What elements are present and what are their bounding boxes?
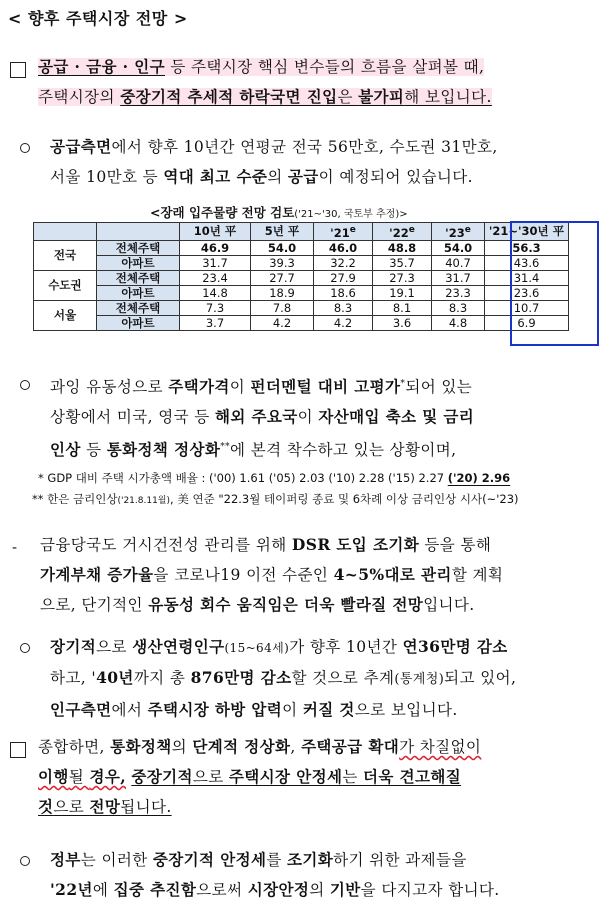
value-cell: 43.6 xyxy=(485,255,569,270)
p6-text: 가 차질없이 xyxy=(399,738,482,756)
p5-note: (통계청) xyxy=(394,672,445,687)
value-cell: 39.3 xyxy=(251,255,314,270)
value-cell: 35.7 xyxy=(373,255,432,270)
p7-emphasis: 중장기적 안정세 xyxy=(152,850,267,869)
value-cell: 54.0 xyxy=(432,240,485,255)
p6-emphasis: 주택공급 확대 xyxy=(301,737,400,756)
p6-emphasis: 통화정책 xyxy=(110,737,172,756)
p3-text: 등 xyxy=(80,441,107,460)
value-cell: 27.3 xyxy=(373,270,432,285)
p3-emphasis: 자산매입 축소 및 금리 xyxy=(318,407,475,427)
table-row xyxy=(34,270,569,285)
p4-text: 입니다. xyxy=(423,596,475,614)
table-row xyxy=(34,315,569,330)
footnote-2 xyxy=(32,491,519,507)
footnote-1-emphasis: ('20) 2.96 xyxy=(447,471,511,485)
value-cell: 4.2 xyxy=(251,315,314,330)
type-cell: 아파트 xyxy=(97,285,180,300)
paragraph-6 xyxy=(38,732,608,822)
p6-emphasis: 더욱 견고해질 xyxy=(363,767,462,786)
p5-text: 할 것으로 추계 xyxy=(291,669,395,687)
table-title xyxy=(150,203,408,221)
p5-emphasis: 연36만명 감소 xyxy=(402,637,508,656)
p5-text: 으로 xyxy=(96,638,133,656)
value-cell: 4.8 xyxy=(432,315,485,330)
p3-text: 이 xyxy=(229,378,251,397)
p5-text: 하고, ' xyxy=(50,669,97,687)
p5-text: 으로 보입니다. xyxy=(354,701,458,719)
paragraph-4 xyxy=(40,530,605,620)
circle-bullet-icon xyxy=(20,856,30,866)
value-cell: 14.8 xyxy=(180,285,251,300)
header-cell: '23e xyxy=(432,223,485,241)
p1-text: 주택시장의 xyxy=(38,88,121,106)
p3-text: 상황에서 미국, 영국 등 xyxy=(50,408,215,427)
p5-text: 에서 xyxy=(111,701,148,719)
p6-text: 으로 xyxy=(53,798,90,816)
region-cell: 전국 xyxy=(34,240,97,270)
footnote-1-text: * GDP 대비 주택 시가총액 배율 : ('00) 1.61 ('05) 2.03 ('10) 2.28 ('15) 2.27 xyxy=(38,471,448,485)
p3-emphasis: 해외 주요국 xyxy=(215,407,298,427)
p7-emphasis: 집중 추진함 xyxy=(113,880,197,899)
table-header-row xyxy=(34,223,569,241)
value-cell: 23.6 xyxy=(485,285,569,300)
supply-forecast-table xyxy=(33,222,569,331)
value-cell: 23.3 xyxy=(432,285,485,300)
value-cell: 18.6 xyxy=(314,285,373,300)
p6-emphasis: 전망 xyxy=(89,797,121,816)
p6-emphasis: 이행 xyxy=(38,767,69,786)
p2-emphasis: 역대 최고 수준 xyxy=(163,167,268,186)
p6-emphasis: 주택시장 안정세 xyxy=(228,767,343,786)
p3-text: 에 본격 착수하고 있는 상황이며, xyxy=(230,441,457,460)
p1-emphasis: 중장기적 추세적 하락국면 진입 xyxy=(120,87,338,106)
p5-note: (15~64세) xyxy=(224,641,290,655)
value-cell: 6.9 xyxy=(485,315,569,330)
p1-key-vars: 공급 · 금융 · 인구 xyxy=(38,57,166,76)
value-cell: 8.3 xyxy=(432,300,485,315)
region-cell: 수도권 xyxy=(34,270,97,300)
value-cell: 27.9 xyxy=(314,270,373,285)
value-cell: 40.7 xyxy=(432,255,485,270)
p5-emphasis: 주택시장 하방 압력 xyxy=(147,700,283,719)
p6-emphasis: 단계적 정상화 xyxy=(192,737,291,756)
p7-emphasis: 기반 xyxy=(329,880,361,899)
value-cell: 31.4 xyxy=(485,270,569,285)
circle-bullet-icon xyxy=(20,143,30,153)
value-cell: 4.2 xyxy=(314,315,373,330)
value-cell: 56.3 xyxy=(485,240,569,255)
p1-text: 은 xyxy=(337,88,359,106)
header-cell: 5년 平 xyxy=(251,223,314,241)
p7-text: 의 xyxy=(309,881,330,899)
table-row xyxy=(34,285,569,300)
p2-emphasis: 공급측면 xyxy=(50,137,112,156)
value-cell: 8.3 xyxy=(314,300,373,315)
type-cell: 전체주택 xyxy=(97,270,180,285)
section-heading: < 향후 주택시장 전망 > xyxy=(8,9,188,28)
type-cell: 아파트 xyxy=(97,315,180,330)
p6-text: 될 xyxy=(68,768,90,786)
p5-emphasis: 생산연령인구 xyxy=(132,637,225,656)
p6-emphasis: 중장기적 xyxy=(131,767,193,786)
value-cell: 46.9 xyxy=(180,240,251,255)
footnote-2-text: , 美 연준 "22.3월 테이퍼링 종료 및 6차례 이상 금리인상 시사(~'23) xyxy=(170,492,519,506)
value-cell: 31.7 xyxy=(180,255,251,270)
p7-text: 으로써 xyxy=(196,881,248,899)
circle-bullet-icon xyxy=(20,643,30,653)
value-cell: 46.0 xyxy=(314,240,373,255)
header-cell: 10년 平 xyxy=(180,223,251,241)
footnote-2-sub: ('21.8.11월) xyxy=(117,496,171,506)
circle-bullet-icon xyxy=(20,380,30,390)
paragraph-3: 과잉 유동성으로 주택가격이 펀더멘털 대비 고평가*되어 있는 상황에서 미국, 영국 등 해외 주요국이 자산매입 축소 및 금리 인상 등 통화정책 정상화**에 본격 착수하고 있는 상황이며, xyxy=(50,377,475,460)
table-title-text: <장래 입주물량 전망 검토 xyxy=(150,205,295,220)
paragraph-7 xyxy=(50,845,605,905)
p3-text: 되어 있는 xyxy=(405,378,473,397)
value-cell: 3.7 xyxy=(180,315,251,330)
value-cell: 19.1 xyxy=(373,285,432,300)
p5-emphasis: 커질 것 xyxy=(302,700,355,719)
p3-emphasis: 통화정책 정상화 xyxy=(106,440,221,460)
p6-text: , xyxy=(290,738,302,756)
p7-text: 하기 위한 과제들을 xyxy=(333,851,467,869)
p6-text: 종합하면, xyxy=(38,738,111,756)
p6-text: 의 xyxy=(171,738,193,756)
p4-text: 등을 통해 xyxy=(419,536,492,554)
p5-emphasis: 인구측면 xyxy=(50,700,112,719)
p5-emphasis: 장기적 xyxy=(50,637,97,656)
value-cell: 54.0 xyxy=(251,240,314,255)
p6-text: 는 xyxy=(342,768,364,786)
table-row xyxy=(34,240,569,255)
p6-text: 으로 xyxy=(192,768,229,786)
value-cell: 27.7 xyxy=(251,270,314,285)
table-row xyxy=(34,300,569,315)
p3-text: 과잉 유동성으로 xyxy=(50,378,169,397)
p4-text: 으로, 단기적인 xyxy=(40,596,149,614)
p1-text: 해 보입니다. xyxy=(404,88,492,106)
square-bullet-icon xyxy=(10,742,26,758)
value-cell: 18.9 xyxy=(251,285,314,300)
p5-emphasis: 40년 xyxy=(96,668,134,687)
p7-text: 는 이러한 xyxy=(80,851,153,869)
p7-emphasis: '22년 xyxy=(50,880,93,899)
p2-text: 서울 10만호 등 xyxy=(50,168,164,186)
value-cell: 32.2 xyxy=(314,255,373,270)
p7-emphasis: 조기화 xyxy=(287,850,334,869)
p6-emphasis: 것 xyxy=(38,797,54,816)
header-cell: '22e xyxy=(373,223,432,241)
footnote-2-text: ** 한은 금리인상 xyxy=(32,492,118,506)
value-cell: 31.7 xyxy=(432,270,485,285)
value-cell: 23.4 xyxy=(180,270,251,285)
p4-text: 할 계획 xyxy=(451,566,504,584)
p4-text: 금융당국도 거시건전성 관리를 위해 xyxy=(40,536,292,554)
footnote-1 xyxy=(38,470,510,486)
p5-text: 가 향후 10년간 xyxy=(289,638,403,656)
p5-emphasis: 876만명 감소 xyxy=(190,668,292,687)
type-cell: 전체주택 xyxy=(97,240,180,255)
p4-text: 을 코로나19 이전 수준인 xyxy=(153,566,334,584)
p2-text: 이 예정되어 있습니다. xyxy=(318,168,474,186)
p7-text: 에 xyxy=(92,881,114,899)
p3-emphasis: 주택가격 xyxy=(168,377,230,397)
type-cell: 전체주택 xyxy=(97,300,180,315)
value-cell: 8.1 xyxy=(373,300,432,315)
p2-emphasis: 공급 xyxy=(287,167,319,186)
table-row xyxy=(34,255,569,270)
dash-bullet-icon: - xyxy=(12,538,18,556)
p4-emphasis: 유동성 회수 움직임은 더욱 빨라질 전망 xyxy=(148,595,424,614)
p7-text: 을 다지고자 합니다. xyxy=(360,881,500,899)
p4-emphasis: 4~5%대로 관리 xyxy=(333,565,452,584)
p5-text: 까지 총 xyxy=(133,669,191,687)
p7-emphasis: 정부 xyxy=(50,850,81,869)
paragraph-1 xyxy=(38,52,608,112)
p6-text: 됩니다. xyxy=(120,798,172,816)
value-cell: 7.3 xyxy=(180,300,251,315)
header-cell: '21e xyxy=(314,223,373,241)
region-cell: 서울 xyxy=(34,300,97,330)
p3-emphasis: 펀더멘털 대비 고평가 xyxy=(250,377,401,397)
p4-emphasis: 가계부채 증가율 xyxy=(40,565,154,584)
value-cell: 48.8 xyxy=(373,240,432,255)
p4-emphasis: DSR 도입 조기화 xyxy=(291,535,420,554)
p2-text: 에서 향후 10년간 연평균 전국 56만호, 수도권 31만호, xyxy=(111,138,498,156)
p5-text: 이 xyxy=(282,701,303,719)
p7-text: 를 xyxy=(266,851,288,869)
header-blank xyxy=(97,223,180,241)
value-cell: 7.8 xyxy=(251,300,314,315)
p3-emphasis: 인상 xyxy=(50,440,81,460)
p1-text: 등 주택시장 핵심 변수들의 흐름을 살펴볼 때, xyxy=(165,58,485,76)
p6-emphasis: 경우, xyxy=(89,767,126,786)
table-title-note: ('21~'30, 국토부 추정)> xyxy=(294,209,408,220)
p3-text: 이 xyxy=(297,408,319,427)
highlight-box xyxy=(510,221,599,346)
paragraph-5 xyxy=(50,632,605,725)
p2-text: 의 xyxy=(267,168,288,186)
p5-text: 되고 있어, xyxy=(444,669,517,687)
header-cell: '21~'30년 平 xyxy=(485,223,569,241)
value-cell: 10.7 xyxy=(485,300,569,315)
type-cell: 아파트 xyxy=(97,255,180,270)
p1-emphasis: 불가피 xyxy=(358,87,405,106)
value-cell: 3.6 xyxy=(373,315,432,330)
p7-emphasis: 시장안정 xyxy=(247,880,310,899)
header-blank xyxy=(34,223,97,241)
square-bullet-icon xyxy=(10,62,26,78)
paragraph-2 xyxy=(50,132,605,192)
